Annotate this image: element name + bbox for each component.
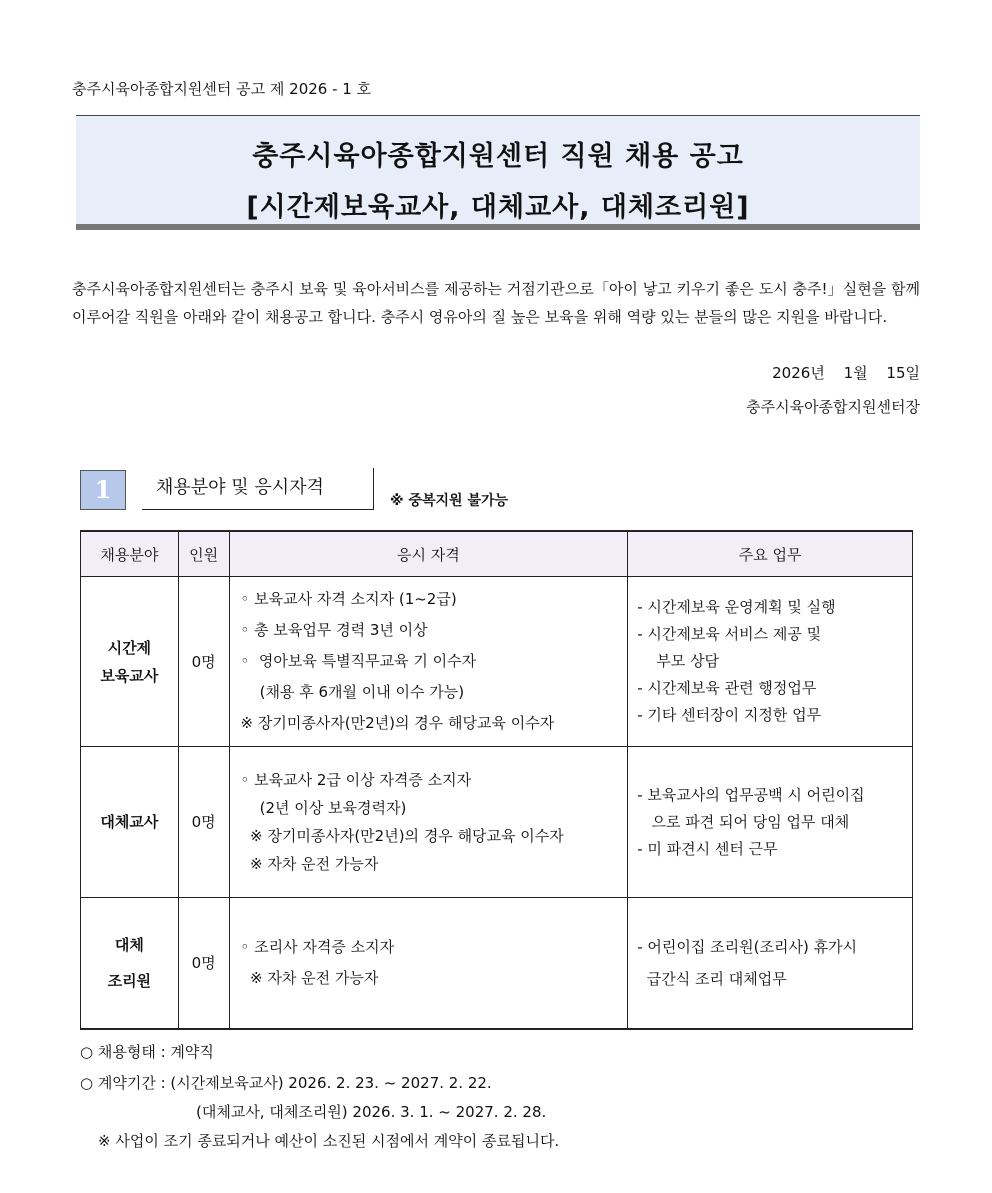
qual-line: ◦ 조리사 자격증 소지자 — [240, 937, 395, 956]
header-count: 인원 — [178, 531, 229, 577]
field-text: 대체교사 — [100, 813, 159, 831]
title-banner — [76, 115, 920, 230]
table-row — [81, 747, 913, 898]
employment-type: ○ 채용형태 : 계약직 — [80, 1043, 214, 1061]
duty-line: - 어린이집 조리원(조리사) 휴가시 — [637, 937, 858, 956]
contract-period-2: (대체교사, 대체조리원) 2026. 3. 1. ~ 2027. 2. 28. — [196, 1103, 547, 1121]
header-qualifications: 응시 자격 — [229, 531, 628, 577]
row-count: 0명 — [178, 747, 229, 898]
section-title: 채용분야 및 응시자격 — [142, 468, 374, 510]
duty-line: - 기타 센터장이 지정한 업무 — [637, 706, 822, 724]
field-text: 조리원 — [107, 971, 152, 990]
row-duties — [628, 898, 913, 1029]
duty-line: - 시간제보육 관련 행정업무 — [637, 679, 817, 697]
row-duties — [628, 747, 913, 898]
section-note: ※ 중복지원 불가능 — [390, 493, 509, 509]
section-number: 1 — [80, 470, 126, 510]
title-line1: 충주시육아종합지원센터 직원 채용 공고 — [252, 141, 744, 172]
notice-number: 충주시육아종합지원센터 공고 제 2026 - 1 호 — [72, 80, 372, 98]
intro-paragraph: 충주시육아종합지원센터는 충주시 보육 및 육아서비스를 제공하는 거점기관으로「아이 낳고 키우기 좋은 도시 충주!」실현을 함께 이루어갈 직원을 아래와 같이 채용공고 합니다. 충주시 영유아의 질 높은 보육을 위해 역량 있는 분들의 많은 지원을 바랍니다. — [72, 280, 920, 326]
qual-line: ※ 자차 운전 가능자 — [240, 855, 379, 873]
header-field: 채용분야 — [81, 531, 179, 577]
qual-line: ※ 장기미종사자(만2년)의 경우 해당교육 이수자 — [240, 714, 555, 732]
date-day: 15일 — [886, 364, 920, 382]
duty-line: 으로 파견 되어 당임 업무 대체 — [637, 812, 850, 831]
qual-line: (채용 후 6개월 이내 이수 가능) — [240, 683, 465, 701]
row-qualifications — [229, 747, 628, 898]
table-row — [81, 898, 913, 1029]
duty-line: - 시간제보육 서비스 제공 및 — [637, 625, 822, 643]
date-month: 1월 — [843, 364, 868, 382]
field-text: 보육교사 — [100, 666, 159, 685]
duty-line: - 미 파견시 센터 근무 — [637, 839, 778, 858]
qual-line: ◦ 보육교사 자격 소지자 (1~2급) — [240, 590, 457, 608]
duty-line: 부모 상담 — [637, 652, 720, 670]
qual-line: ◦ 보육교사 2급 이상 자격증 소지자 — [240, 771, 472, 789]
row-qualifications — [229, 577, 628, 747]
table-row — [81, 577, 913, 747]
row-count: 0명 — [178, 577, 229, 747]
qual-line: ◦ 영아보육 특별직무교육 기 이수자 — [240, 652, 477, 670]
qual-line: ※ 장기미종사자(만2년)의 경우 해당교육 이수자 — [240, 827, 564, 845]
row-duties — [628, 577, 913, 747]
field-text: 시간제 — [107, 638, 152, 657]
footer-note: ※ 사업이 조기 종료되거나 예산이 소진된 시점에서 계약이 종료됩니다. — [98, 1132, 560, 1150]
title-line2: [시간제보육교사, 대체교사, 대체조리원] — [246, 192, 750, 223]
signer: 충주시육아종합지원센터장 — [746, 398, 920, 416]
row-qualifications — [229, 898, 628, 1029]
row-count: 0명 — [178, 898, 229, 1029]
contract-period-1: ○ 계약기간 : (시간제보육교사) 2026. 2. 23. ~ 2027. 2. 22. — [80, 1074, 492, 1092]
header-duties: 주요 업무 — [628, 531, 913, 577]
qual-line: ※ 자차 운전 가능자 — [240, 968, 379, 987]
announcement-date — [758, 362, 920, 383]
duty-line: - 시간제보육 운영계획 및 실행 — [637, 598, 836, 616]
duty-line: 급간식 조리 대체업무 — [637, 969, 787, 988]
row-field — [81, 898, 179, 1029]
table-header-row — [81, 531, 913, 577]
row-field — [81, 747, 179, 898]
qual-line: ◦ 총 보육업무 경력 3년 이상 — [240, 621, 428, 639]
date-year: 2026년 — [772, 364, 825, 382]
duty-line: - 보육교사의 업무공백 시 어린이집 — [637, 785, 865, 804]
field-text: 대체 — [114, 935, 144, 954]
row-field — [81, 577, 179, 747]
recruitment-table — [80, 530, 913, 1030]
qual-line: (2년 이상 보육경력자) — [240, 799, 407, 817]
